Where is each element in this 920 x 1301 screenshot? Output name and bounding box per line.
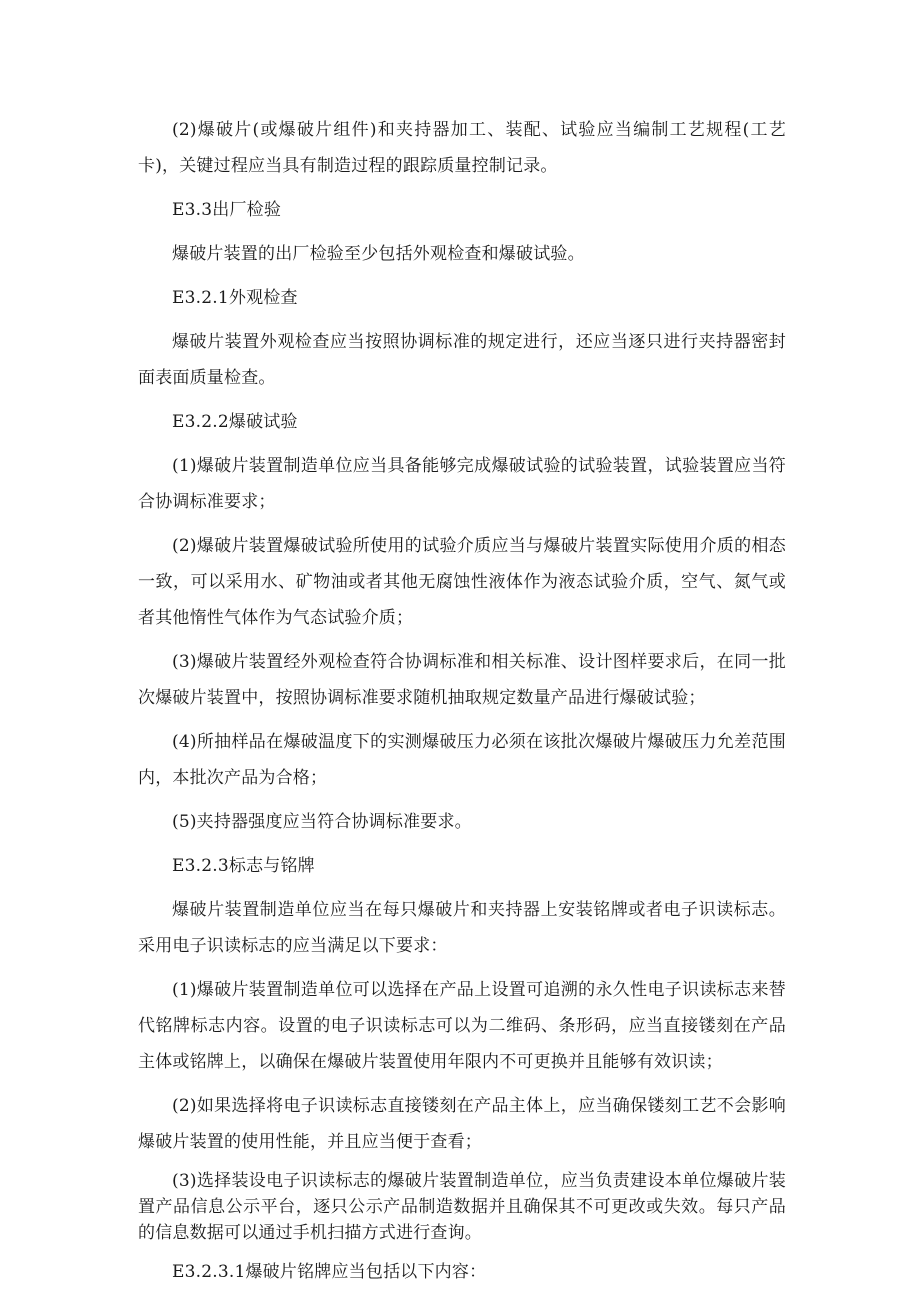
heading-burst-test: E3.2.2爆破试验 [172,412,298,432]
paragraph-burst-test-2: (2)爆破片装置爆破试验所使用的试验介质应当与爆破片装置实际使用介质的相态一致，可以采用水、矿物油或者其他无腐蚀性液体作为液态试验介质，空气、氮气或者其他惰性气体作为气态试验介质； [138,536,786,628]
heading-factory-inspection: E3.3出厂检验 [172,200,282,220]
paragraph-burst-test-3: (3)爆破片装置经外观检查符合协调标准和相关标准、设计图样要求后，在同一批次爆破片装置中，按照协调标准要求随机抽取规定数量产品进行爆破试验； [138,652,786,708]
paragraph-marking-3: (3)选择装设电子识读标志的爆破片装置制造单位，应当负责建设本单位爆破片装置产品信息公示平台，逐只公示产品制造数据并且确保其不可更改或失效。每只产品的信息数据可以通过手机扫描方式进行查询。 [138,1171,786,1243]
paragraph-burst-test-1: (1)爆破片装置制造单位应当具备能够完成爆破试验的试验装置，试验装置应当符合协调标准要求； [138,456,786,512]
heading-visual-inspection: E3.2.1外观检查 [172,288,298,308]
heading-nameplate-content: E3.2.3.1爆破片铭牌应当包括以下内容： [172,1262,487,1282]
paragraph-marking-1: (1)爆破片装置制造单位可以选择在产品上设置可追溯的永久性电子识读标志来替代铭牌标志内容。设置的电子识读标志可以为二维码、条形码，应当直接镂刻在产品主体或铭牌上，以确保在爆破片装置使用年限内不可更换并且能够有效识读； [138,980,786,1072]
document-page [138,112,786,1298]
heading-marking-nameplate: E3.2.3标志与铭牌 [172,856,315,876]
paragraph-burst-test-5: (5)夹持器强度应当符合协调标准要求。 [172,812,472,832]
paragraph-burst-test-4: (4)所抽样品在爆破温度下的实测爆破压力必须在该批次爆破片爆破压力允差范围内，本批次产品为合格； [138,732,786,788]
paragraph-marking-2: (2)如果选择将电子识读标志直接镂刻在产品主体上，应当确保镂刻工艺不会影响爆破片装置的使用性能，并且应当便于查看； [138,1096,786,1152]
paragraph-visual-inspection: 爆破片装置外观检查应当按照协调标准的规定进行，还应当逐只进行夹持器密封面表面质量检查。 [138,332,786,388]
paragraph-process-specification: (2)爆破片(或爆破片组件)和夹持器加工、装配、试验应当编制工艺规程(工艺卡)，关键过程应当具有制造过程的跟踪质量控制记录。 [138,120,786,176]
paragraph-inspection-scope: 爆破片装置的出厂检验至少包括外观检查和爆破试验。 [172,244,585,264]
paragraph-marking-intro: 爆破片装置制造单位应当在每只爆破片和夹持器上安装铭牌或者电子识读标志。采用电子识读标志的应当满足以下要求： [138,900,786,956]
